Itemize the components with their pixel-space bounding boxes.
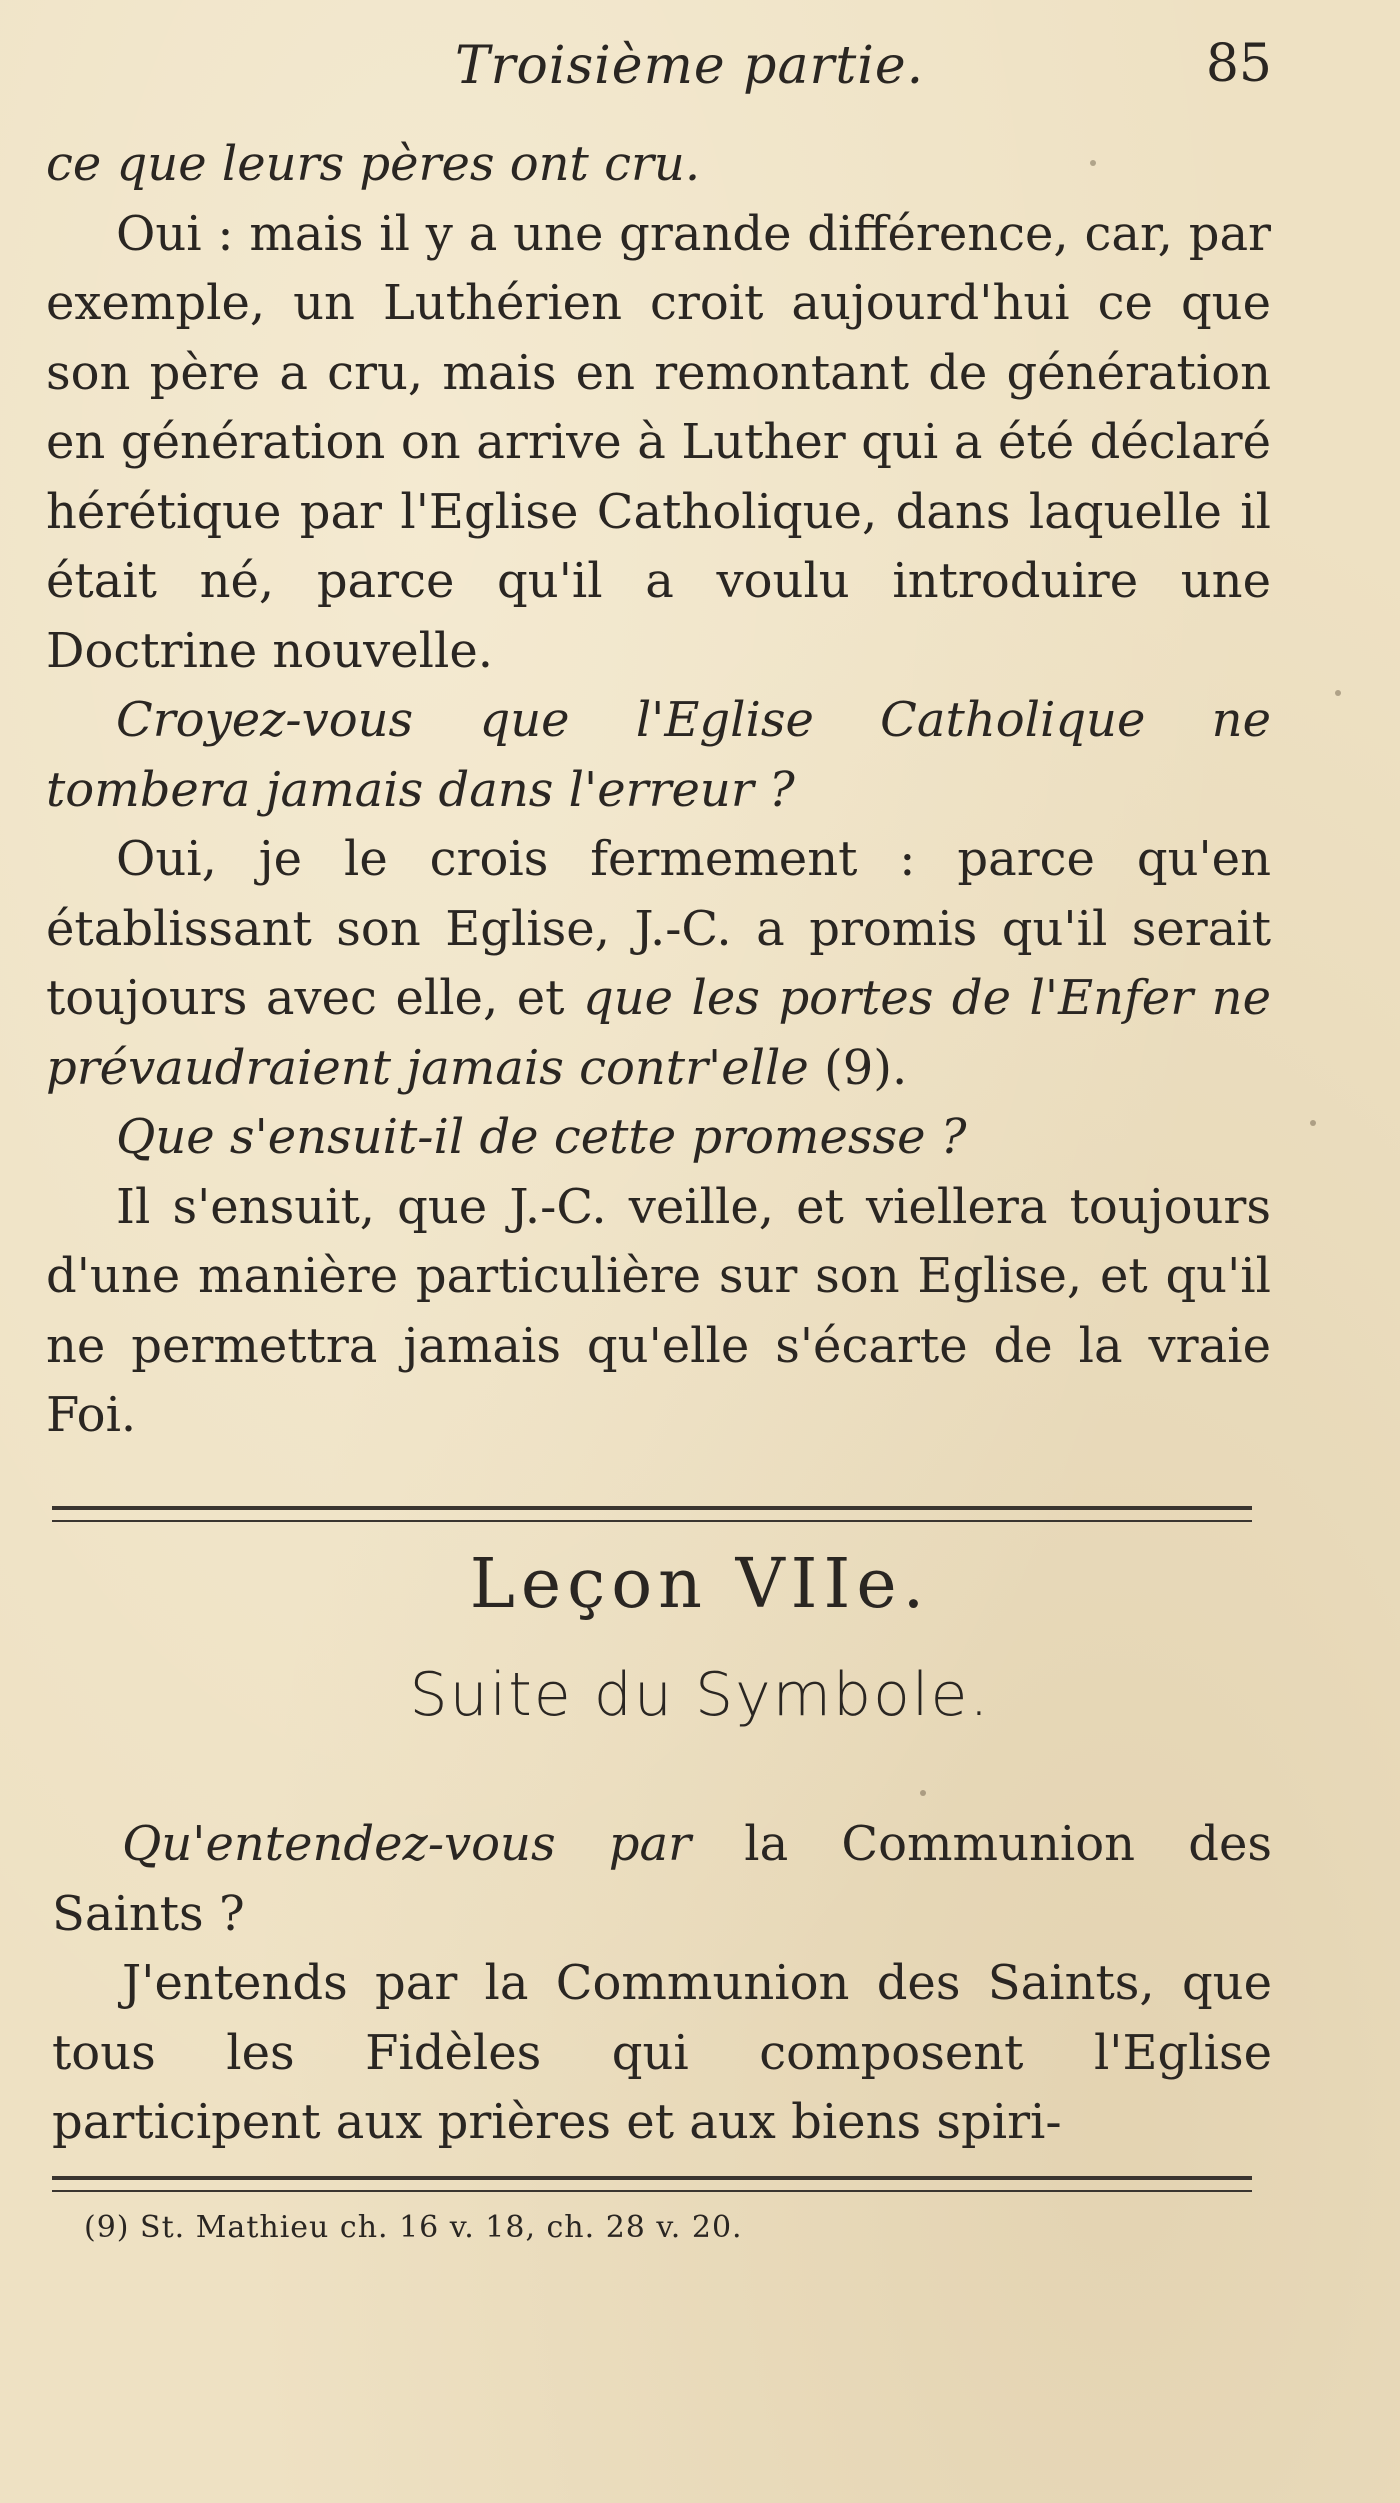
main-text: [46, 130, 1271, 1451]
answer-paragraph: J'entends par la Communion des Saints, que tous les Fidèles qui composent l'Eglise participent aux prières et aux biens spiri-: [52, 1955, 1272, 2150]
answer-text: Oui, je le crois fermement : parce qu'en établissant son Eglise, J.-C. a promis qu'il serait toujours avec elle, et: [46, 831, 1271, 1026]
question-paragraph: Croyez-vous que l'Eglise Catholique ne tombera jamais dans l'erreur ?: [46, 692, 1271, 818]
answer-paragraph: Oui : mais il y a une grande différence, car, par exemple, un Luthérien croit aujourd'hui ce que son père a cru, mais en remontant de génération en génération on arrive à Luther qui a été déclaré hérétique par l'Eglise Catholique, dans laquelle il était né, parce qu'il a voulu introduire une Doctrine nouvelle.: [46, 205, 1271, 679]
page-number: 85: [1205, 34, 1272, 94]
section-divider: [52, 1506, 1252, 1522]
paper-speck: [920, 1790, 926, 1796]
running-title: Troisième partie.: [455, 36, 925, 96]
question-text: Qu'entendez-vous par: [122, 1816, 692, 1872]
lesson-title: Leçon VIIe.: [469, 1545, 931, 1624]
answer-paragraph: [46, 825, 1271, 1103]
page-header: [0, 28, 1400, 118]
footnote: (9) St. Mathieu ch. 16 v. 18, ch. 28 v. 20.: [84, 2210, 743, 2245]
footnote-divider: [52, 2176, 1252, 2192]
question-paragraph: Que s'ensuit-il de cette promesse ?: [116, 1109, 967, 1165]
paper-speck: [1090, 160, 1096, 166]
lesson-subtitle: Suite du Symbole.: [409, 1660, 991, 1730]
question-paragraph: [52, 1810, 1272, 1949]
question-continuation: ce que leurs pères ont cru.: [46, 136, 701, 192]
question-subject: la Communion des Saints ?: [52, 1816, 1273, 1942]
scripture-quote: que les portes de l'Enfer ne prévaudraient jamais contr'elle: [46, 970, 1271, 1096]
paper-speck: [1310, 1120, 1316, 1126]
answer-paragraph: Il s'ensuit, que J.-C. veille, et viellera toujours d'une manière particulière sur son Eglise, et qu'il ne permettra jamais qu'elle s'écarte de la vraie Foi.: [46, 1178, 1271, 1443]
paper-speck: [1335, 690, 1341, 696]
footnote-reference: (9).: [808, 1039, 908, 1096]
lesson-text: [52, 1810, 1272, 2158]
